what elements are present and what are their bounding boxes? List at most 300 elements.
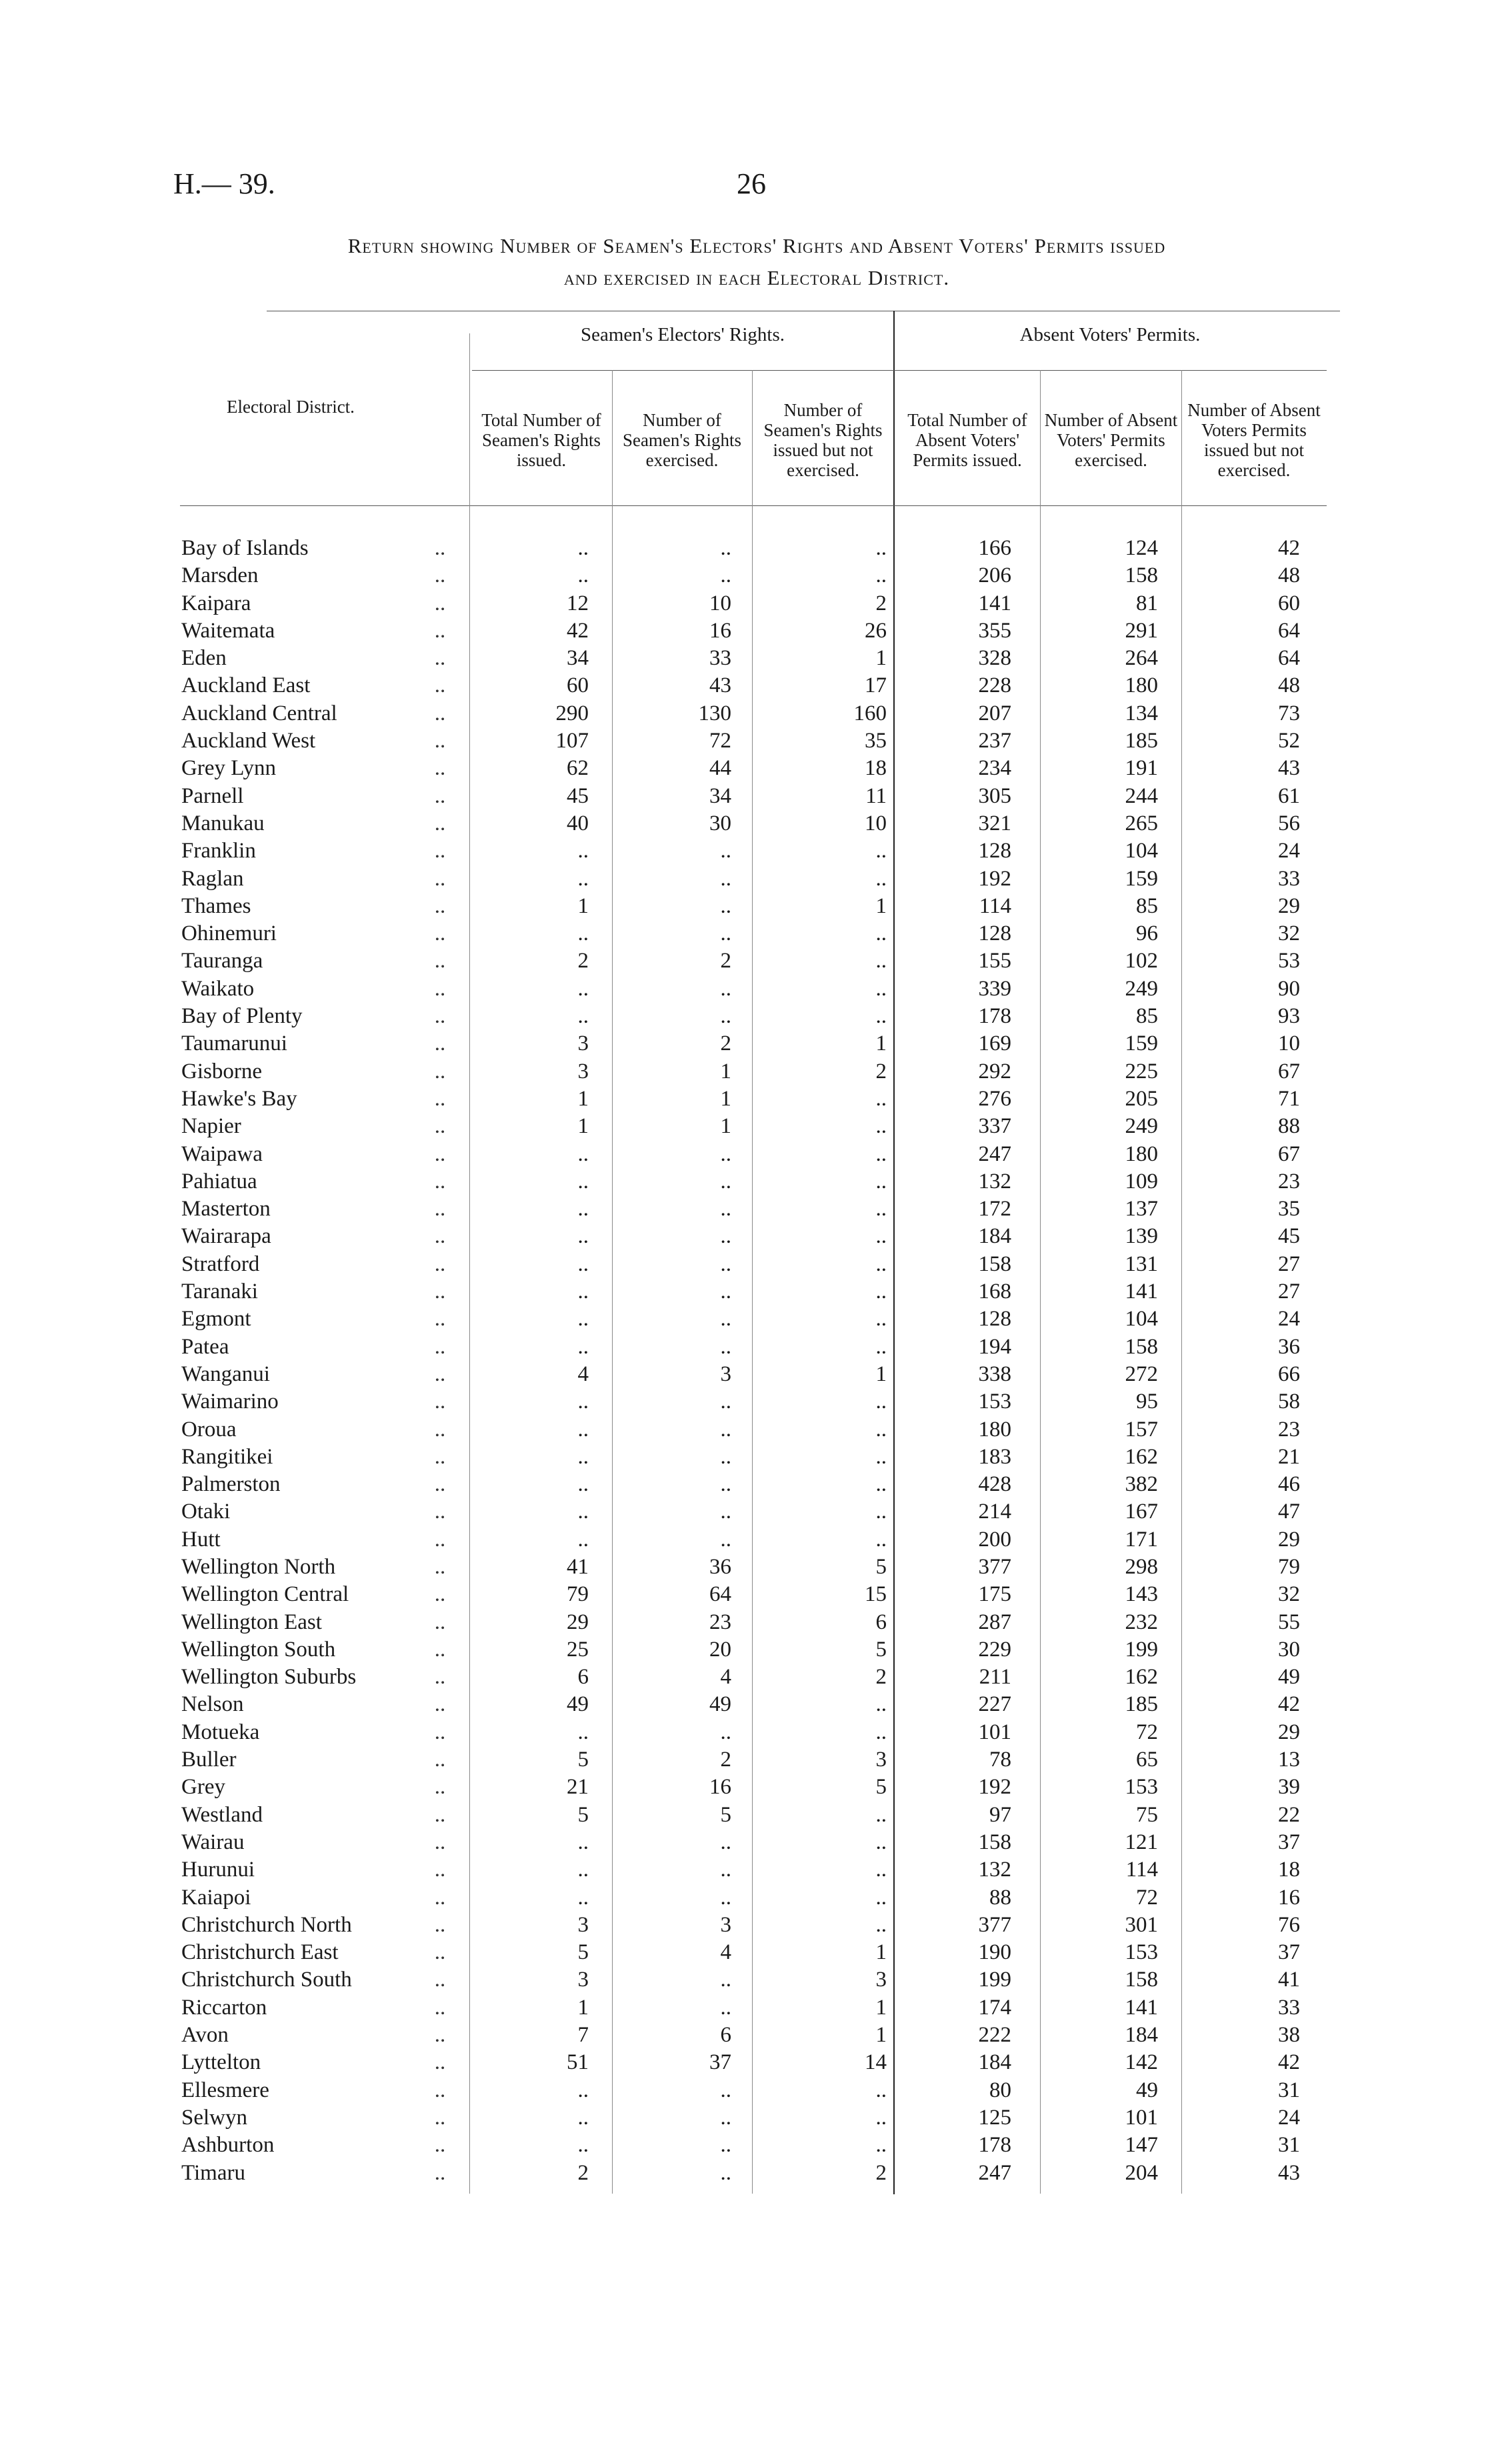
district-name: Auckland East	[181, 673, 311, 698]
leader-dots: ..	[434, 2078, 446, 2102]
absent-permits-issued: 234	[978, 756, 1011, 781]
absent-permits-issued: 178	[978, 1004, 1011, 1029]
absent-permits-issued: 228	[978, 673, 1011, 698]
table-row	[0, 837, 1512, 865]
absent-permits-issued: 158	[978, 1252, 1011, 1276]
absent-permits-issued: 114	[979, 893, 1011, 918]
absent-permits-issued: 214	[978, 1500, 1011, 1524]
absent-permits-exercised: 158	[1125, 1968, 1158, 1992]
seamen-rights-not-exercised: ..	[875, 921, 887, 946]
district-name: Bay of Plenty	[181, 1004, 303, 1029]
seamen-rights-not-exercised: 6	[875, 1610, 887, 1634]
seamen-rights-exercised: 20	[709, 1637, 731, 1662]
seamen-rights-issued: ..	[577, 1280, 589, 1304]
seamen-rights-exercised: ..	[720, 1500, 731, 1524]
seamen-rights-issued: 49	[567, 1692, 589, 1717]
absent-permits-issued: 194	[978, 1334, 1011, 1359]
absent-permits-not-exercised: 29	[1278, 893, 1300, 918]
table-row	[0, 2160, 1512, 2187]
seamen-rights-exercised: 1	[720, 1086, 731, 1111]
district-name: Raglan	[181, 866, 244, 891]
absent-permits-not-exercised: 24	[1278, 839, 1300, 863]
absent-permits-exercised: 291	[1125, 618, 1158, 643]
seamen-rights-not-exercised: 1	[875, 1031, 887, 1056]
seamen-rights-not-exercised: ..	[875, 1307, 887, 1332]
seamen-rights-exercised: ..	[720, 1444, 731, 1469]
absent-permits-issued: 132	[978, 1169, 1011, 1193]
absent-permits-exercised: 153	[1125, 1775, 1158, 1800]
seamen-rights-not-exercised: ..	[875, 1086, 887, 1111]
absent-permits-not-exercised: 37	[1278, 1940, 1300, 1965]
seamen-rights-not-exercised: 3	[875, 1748, 887, 1772]
absent-permits-issued: 190	[978, 1940, 1011, 1965]
district-name: Waitemata	[181, 618, 275, 643]
absent-permits-issued: 101	[978, 1720, 1011, 1744]
seamen-rights-issued: ..	[577, 1527, 589, 1552]
district-name: Ohinemuri	[181, 921, 277, 946]
table-row	[0, 1030, 1512, 1057]
table-row	[0, 1251, 1512, 1278]
absent-permits-exercised: 180	[1125, 673, 1158, 698]
leader-dots: ..	[434, 1665, 446, 1690]
table-row	[0, 1691, 1512, 1718]
seamen-rights-exercised: ..	[720, 1527, 731, 1552]
seamen-rights-exercised: 10	[709, 591, 731, 615]
district-name: Waikato	[181, 976, 255, 1001]
district-name: Grey	[181, 1775, 225, 1800]
district-name: Nelson	[181, 1692, 244, 1717]
district-name: Wairarapa	[181, 1224, 271, 1249]
absent-permits-exercised: 162	[1125, 1665, 1158, 1690]
seamen-rights-issued: ..	[577, 563, 589, 588]
absent-permits-issued: 292	[978, 1059, 1011, 1083]
seamen-rights-exercised: ..	[720, 921, 731, 946]
absent-permits-not-exercised: 48	[1278, 673, 1300, 698]
seamen-rights-issued: ..	[577, 839, 589, 863]
seamen-rights-issued: 40	[567, 811, 589, 835]
seamen-rights-issued: 4	[577, 1362, 589, 1386]
district-name: Eden	[181, 646, 227, 671]
table-row	[0, 1085, 1512, 1113]
seamen-rights-not-exercised: 1	[875, 2023, 887, 2048]
absent-permits-exercised: 104	[1125, 839, 1158, 863]
seamen-rights-not-exercised: ..	[875, 2133, 887, 2158]
absent-permits-not-exercised: 33	[1278, 1995, 1300, 2020]
absent-permits-issued: 128	[978, 1307, 1011, 1332]
leader-dots: ..	[434, 2050, 446, 2075]
district-name: Oroua	[181, 1417, 237, 1442]
seamen-rights-not-exercised: 5	[875, 1775, 887, 1800]
absent-permits-exercised: 109	[1125, 1169, 1158, 1193]
table-row	[0, 1554, 1512, 1581]
seamen-rights-issued: 1	[577, 893, 589, 918]
leader-dots: ..	[434, 976, 446, 1001]
absent-permits-exercised: 72	[1136, 1885, 1158, 1910]
seamen-rights-issued: ..	[577, 1004, 589, 1029]
seamen-rights-exercised: ..	[720, 1141, 731, 1166]
leader-dots: ..	[434, 701, 446, 725]
leader-dots: ..	[434, 2133, 446, 2158]
leader-dots: ..	[434, 1224, 446, 1249]
seamen-rights-not-exercised: 5	[875, 1554, 887, 1579]
absent-permits-not-exercised: 24	[1278, 2105, 1300, 2130]
absent-permits-issued: 305	[978, 783, 1011, 808]
table-row	[0, 1223, 1512, 1250]
district-name: Auckland Central	[181, 701, 337, 725]
table-row	[0, 1912, 1512, 1939]
absent-permits-issued: 169	[978, 1031, 1011, 1056]
absent-permits-exercised: 81	[1136, 591, 1158, 615]
seamen-rights-issued: 2	[577, 2160, 589, 2185]
table-row	[0, 562, 1512, 589]
table-row	[0, 1526, 1512, 1554]
district-name: Waipawa	[181, 1141, 263, 1166]
table-row	[0, 1994, 1512, 2022]
absent-permits-not-exercised: 67	[1278, 1141, 1300, 1166]
seamen-rights-exercised: 36	[709, 1554, 731, 1579]
page-title	[167, 230, 1347, 294]
absent-permits-not-exercised: 46	[1278, 1472, 1300, 1497]
absent-permits-not-exercised: 42	[1278, 536, 1300, 560]
district-name: Taumarunui	[181, 1031, 287, 1056]
col-header-1: Total Number of Seamen's Rights issued.	[481, 410, 601, 470]
table-row	[0, 920, 1512, 947]
absent-permits-issued: 247	[978, 1141, 1011, 1166]
absent-permits-issued: 321	[978, 811, 1011, 835]
seamen-rights-issued: 290	[555, 701, 589, 725]
table-row	[0, 672, 1512, 699]
seamen-rights-not-exercised: 10	[865, 811, 887, 835]
seamen-rights-exercised: ..	[720, 1307, 731, 1332]
absent-permits-issued: 276	[978, 1086, 1011, 1111]
seamen-rights-exercised: ..	[720, 1995, 731, 2020]
district-name: Christchurch East	[181, 1940, 339, 1965]
seamen-rights-not-exercised: 14	[865, 2050, 887, 2075]
seamen-rights-issued: 6	[577, 1665, 589, 1690]
absent-permits-exercised: 162	[1125, 1444, 1158, 1469]
absent-permits-exercised: 199	[1125, 1637, 1158, 1662]
seamen-rights-not-exercised: ..	[875, 1444, 887, 1469]
seamen-rights-not-exercised: 2	[875, 1059, 887, 1083]
title-line-2: and exercised in each Electoral District.	[563, 266, 950, 289]
table-row	[0, 1719, 1512, 1746]
seamen-rights-not-exercised: 11	[865, 783, 887, 808]
seamen-rights-exercised: ..	[720, 1252, 731, 1276]
seamen-rights-issued: ..	[577, 2133, 589, 2158]
district-name: Ellesmere	[181, 2078, 269, 2102]
seamen-rights-exercised: ..	[720, 563, 731, 588]
table-row	[0, 617, 1512, 645]
seamen-rights-issued: ..	[577, 1141, 589, 1166]
absent-permits-issued: 377	[978, 1912, 1011, 1937]
seamen-rights-exercised: 4	[720, 1940, 731, 1965]
absent-permits-issued: 125	[978, 2105, 1011, 2130]
district-name: Egmont	[181, 1307, 251, 1332]
table-row	[0, 1581, 1512, 1608]
absent-permits-not-exercised: 79	[1278, 1554, 1300, 1579]
seamen-rights-issued: 45	[567, 783, 589, 808]
absent-permits-not-exercised: 27	[1278, 1280, 1300, 1304]
district-name: Wellington South	[181, 1637, 336, 1662]
absent-permits-exercised: 382	[1125, 1472, 1158, 1497]
seamen-rights-issued: 60	[567, 673, 589, 698]
table-row	[0, 590, 1512, 617]
district-name: Palmerston	[181, 1472, 281, 1497]
absent-permits-issued: 180	[978, 1417, 1011, 1442]
col-header-district: Electoral District.	[227, 397, 355, 417]
seamen-rights-issued: ..	[577, 1169, 589, 1193]
absent-permits-issued: 88	[989, 1885, 1011, 1910]
absent-permits-exercised: 104	[1125, 1307, 1158, 1332]
absent-permits-not-exercised: 39	[1278, 1775, 1300, 1800]
absent-permits-issued: 166	[978, 536, 1011, 560]
seamen-rights-issued: 41	[567, 1554, 589, 1579]
absent-permits-not-exercised: 93	[1278, 1004, 1300, 1029]
absent-permits-issued: 339	[978, 976, 1011, 1001]
seamen-rights-exercised: 16	[709, 1775, 731, 1800]
table-row	[0, 2104, 1512, 2132]
absent-permits-exercised: 225	[1125, 1059, 1158, 1083]
absent-permits-not-exercised: 43	[1278, 756, 1300, 781]
district-name: Lyttelton	[181, 2050, 261, 2075]
absent-permits-issued: 211	[979, 1665, 1011, 1690]
absent-permits-issued: 174	[978, 1995, 1011, 2020]
leader-dots: ..	[434, 1610, 446, 1634]
table-row	[0, 810, 1512, 837]
header-bottom-rule	[180, 505, 1327, 506]
seamen-rights-not-exercised: ..	[875, 1912, 887, 1937]
seamen-rights-issued: 7	[577, 2023, 589, 2048]
seamen-rights-issued: ..	[577, 1830, 589, 1854]
seamen-rights-issued: 62	[567, 756, 589, 781]
seamen-rights-issued: 1	[577, 1114, 589, 1139]
absent-permits-issued: 328	[978, 646, 1011, 671]
seamen-rights-not-exercised: 1	[875, 1362, 887, 1386]
absent-permits-exercised: 143	[1125, 1582, 1158, 1607]
seamen-rights-exercised: 37	[709, 2050, 731, 2075]
absent-permits-not-exercised: 30	[1278, 1637, 1300, 1662]
seamen-rights-issued: ..	[577, 1500, 589, 1524]
leader-dots: ..	[434, 1390, 446, 1414]
leader-dots: ..	[434, 1059, 446, 1083]
absent-permits-exercised: 72	[1136, 1720, 1158, 1744]
absent-permits-issued: 192	[978, 1775, 1011, 1800]
seamen-rights-exercised: 72	[709, 729, 731, 753]
seamen-rights-exercised: ..	[720, 1280, 731, 1304]
absent-permits-exercised: 249	[1125, 1114, 1158, 1139]
absent-permits-exercised: 171	[1125, 1527, 1158, 1552]
absent-permits-exercised: 85	[1136, 1004, 1158, 1029]
absent-permits-not-exercised: 35	[1278, 1197, 1300, 1221]
table-row	[0, 2022, 1512, 2049]
absent-permits-exercised: 157	[1125, 1417, 1158, 1442]
district-name: Auckland West	[181, 729, 316, 753]
seamen-rights-issued: 51	[567, 2050, 589, 2075]
absent-permits-exercised: 301	[1125, 1912, 1158, 1937]
seamen-rights-issued: 5	[577, 1940, 589, 1965]
absent-permits-not-exercised: 37	[1278, 1830, 1300, 1854]
leader-dots: ..	[434, 1940, 446, 1965]
district-name: Kaipara	[181, 591, 251, 615]
seamen-rights-issued: ..	[577, 1197, 589, 1221]
absent-permits-not-exercised: 90	[1278, 976, 1300, 1001]
absent-permits-exercised: 265	[1125, 811, 1158, 835]
absent-permits-not-exercised: 48	[1278, 563, 1300, 588]
absent-permits-not-exercised: 49	[1278, 1665, 1300, 1690]
group-underline-seamen	[472, 370, 893, 371]
seamen-rights-not-exercised: 18	[865, 756, 887, 781]
seamen-rights-exercised: 3	[720, 1912, 731, 1937]
seamen-rights-exercised: 2	[720, 1748, 731, 1772]
absent-permits-issued: 337	[978, 1114, 1011, 1139]
leader-dots: ..	[434, 1114, 446, 1139]
table-row	[0, 1856, 1512, 1884]
absent-permits-not-exercised: 42	[1278, 2050, 1300, 2075]
absent-permits-not-exercised: 23	[1278, 1417, 1300, 1442]
absent-permits-issued: 172	[978, 1197, 1011, 1221]
absent-permits-exercised: 139	[1125, 1224, 1158, 1249]
seamen-rights-not-exercised: ..	[875, 536, 887, 560]
absent-permits-issued: 168	[978, 1280, 1011, 1304]
seamen-rights-not-exercised: ..	[875, 1527, 887, 1552]
absent-permits-not-exercised: 88	[1278, 1114, 1300, 1139]
leader-dots: ..	[434, 1169, 446, 1193]
seamen-rights-exercised: ..	[720, 1390, 731, 1414]
seamen-rights-exercised: 2	[720, 949, 731, 973]
seamen-rights-exercised: ..	[720, 893, 731, 918]
absent-permits-not-exercised: 60	[1278, 591, 1300, 615]
table-row	[0, 1141, 1512, 1168]
district-name: Wellington Suburbs	[181, 1665, 357, 1690]
seamen-rights-exercised: ..	[720, 1334, 731, 1359]
district-name: Timaru	[181, 2160, 245, 2185]
leader-dots: ..	[434, 783, 446, 808]
seamen-rights-exercised: 130	[698, 701, 731, 725]
seamen-rights-issued: ..	[577, 1252, 589, 1276]
seamen-rights-exercised: 34	[709, 783, 731, 808]
leader-dots: ..	[434, 591, 446, 615]
seamen-rights-not-exercised: ..	[875, 866, 887, 891]
page-reference: H.— 39.	[173, 167, 275, 200]
absent-permits-not-exercised: 33	[1278, 866, 1300, 891]
absent-permits-issued: 206	[978, 563, 1011, 588]
table-row	[0, 783, 1512, 810]
absent-permits-exercised: 95	[1136, 1390, 1158, 1414]
seamen-rights-exercised: ..	[720, 1169, 731, 1193]
leader-dots: ..	[434, 1141, 446, 1166]
absent-permits-not-exercised: 27	[1278, 1252, 1300, 1276]
seamen-rights-not-exercised: ..	[875, 1802, 887, 1827]
seamen-rights-not-exercised: ..	[875, 1197, 887, 1221]
seamen-rights-not-exercised: 2	[875, 591, 887, 615]
group-header-seamen: Seamen's Electors' Rights.	[580, 324, 785, 345]
absent-permits-not-exercised: 32	[1278, 1582, 1300, 1607]
seamen-rights-not-exercised: ..	[875, 1692, 887, 1717]
district-name: Otaki	[181, 1500, 231, 1524]
district-name: Hutt	[181, 1527, 221, 1552]
absent-permits-issued: 80	[989, 2078, 1011, 2102]
table-row	[0, 1609, 1512, 1636]
absent-permits-issued: 78	[989, 1748, 1011, 1772]
table-row	[0, 535, 1512, 562]
seamen-rights-not-exercised: 2	[875, 1665, 887, 1690]
group-underline-absent	[893, 370, 1327, 371]
seamen-rights-issued: 21	[567, 1775, 589, 1800]
seamen-rights-exercised: ..	[720, 1720, 731, 1744]
seamen-rights-not-exercised: ..	[875, 1280, 887, 1304]
absent-permits-exercised: 141	[1125, 1280, 1158, 1304]
seamen-rights-exercised: 1	[720, 1059, 731, 1083]
seamen-rights-issued: ..	[577, 866, 589, 891]
absent-permits-exercised: 124	[1125, 536, 1158, 560]
seamen-rights-exercised: ..	[720, 866, 731, 891]
district-name: Avon	[181, 2023, 229, 2048]
table-row	[0, 1471, 1512, 1498]
table-row	[0, 1306, 1512, 1333]
seamen-rights-exercised: ..	[720, 2105, 731, 2130]
leader-dots: ..	[434, 2160, 446, 2185]
absent-permits-not-exercised: 55	[1278, 1610, 1300, 1634]
seamen-rights-issued: ..	[577, 1444, 589, 1469]
district-name: Marsden	[181, 563, 259, 588]
seamen-rights-issued: ..	[577, 1720, 589, 1744]
leader-dots: ..	[434, 1748, 446, 1772]
absent-permits-exercised: 185	[1125, 729, 1158, 753]
absent-permits-exercised: 272	[1125, 1362, 1158, 1386]
seamen-rights-exercised: ..	[720, 976, 731, 1001]
absent-permits-not-exercised: 58	[1278, 1390, 1300, 1414]
seamen-rights-issued: ..	[577, 536, 589, 560]
leader-dots: ..	[434, 756, 446, 781]
col-header-5: Number of Absent Voters' Permits exercised.	[1044, 410, 1178, 470]
seamen-rights-issued: 1	[577, 1086, 589, 1111]
absent-permits-issued: 222	[978, 2023, 1011, 2048]
leader-dots: ..	[434, 2105, 446, 2130]
seamen-rights-exercised: ..	[720, 1417, 731, 1442]
seamen-rights-issued: ..	[577, 1390, 589, 1414]
table-row	[0, 2132, 1512, 2159]
absent-permits-issued: 199	[978, 1968, 1011, 1992]
absent-permits-issued: 355	[978, 618, 1011, 643]
seamen-rights-issued: 25	[567, 1637, 589, 1662]
seamen-rights-not-exercised: ..	[875, 1141, 887, 1166]
leader-dots: ..	[434, 646, 446, 671]
seamen-rights-not-exercised: ..	[875, 1004, 887, 1029]
table-row	[0, 755, 1512, 782]
absent-permits-not-exercised: 42	[1278, 1692, 1300, 1717]
leader-dots: ..	[434, 1307, 446, 1332]
seamen-rights-issued: ..	[577, 1858, 589, 1882]
absent-permits-issued: 141	[978, 591, 1011, 615]
seamen-rights-exercised: ..	[720, 839, 731, 863]
absent-permits-not-exercised: 31	[1278, 2133, 1300, 2158]
seamen-rights-issued: 2	[577, 949, 589, 973]
absent-permits-exercised: 158	[1125, 1334, 1158, 1359]
seamen-rights-exercised: ..	[720, 1885, 731, 1910]
absent-permits-not-exercised: 47	[1278, 1500, 1300, 1524]
absent-permits-not-exercised: 18	[1278, 1858, 1300, 1882]
absent-permits-exercised: 153	[1125, 1940, 1158, 1965]
seamen-rights-issued: 3	[577, 1912, 589, 1937]
absent-permits-not-exercised: 23	[1278, 1169, 1300, 1193]
seamen-rights-issued: 79	[567, 1582, 589, 1607]
leader-dots: ..	[434, 2023, 446, 2048]
leader-dots: ..	[434, 536, 446, 560]
table-row	[0, 1278, 1512, 1306]
absent-permits-not-exercised: 21	[1278, 1444, 1300, 1469]
seamen-rights-not-exercised: 2	[875, 2160, 887, 2185]
district-name: Christchurch South	[181, 1968, 352, 1992]
